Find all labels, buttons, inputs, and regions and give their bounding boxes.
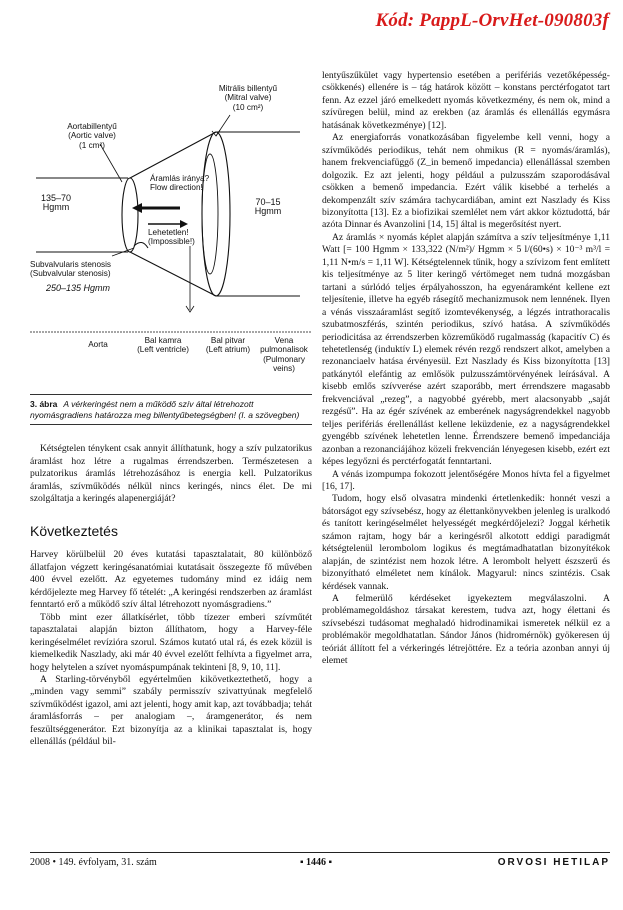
caption-rule (30, 424, 312, 425)
caption-text: A vérkeringést nem a működő szív által létrehozott nyomásgradiens határozza meg billentyűbetegségben! (I. a szövegben) (30, 399, 300, 420)
paragraph: lentyűszűkület vagy hypertensio esetében a perifériás vezetőképesség-csökkenés) ellenére is – tág határok között – konstans perctérfogatot tart fenn. Az ezzel járó emelkedett nyomás következmény, és nem ok, mind a szívüregen belül, mind az erekben (az áramlás és ellenállás egymásra hatásának következménye) [12]. (322, 70, 610, 131)
paragraph: A Starling-törvényből egyértelműen kikövetkeztethető, hogy a „minden vagy semmi” szabály permisszív szivattyúnak megfelelő szívműködést igazol, ami azt jelenti, hogy amit kap, azt továbbadja; tehát áramlásforrás – per analogiam –, áramgenerátor, és nem feszültséggenerátor. Ezt bizonyítja az a klinikai tapasztalat is, hogy ellenállás (például bil- (30, 673, 312, 748)
mitral-valve-label: Mitrális billentyű (Mitral valve) (10 cm²) (218, 84, 278, 112)
paragraph: A felmerülő kérdéseket igyekeztem megválaszolni. A problémamegoldáshoz társakat kerestem, tudva azt, hogy élettani és szívsebészi tudásomat meghaladó hidrodinamikai ismeretek nélkül ez a problémakör megoldhatatlan. Sándor János (hidromérnök) gyökeresen új teóriát állított fel a vérkeringés létrejöttére. Ez a teória azonban annyi új elemet (322, 593, 610, 667)
left-atrium-label: Bal pitvar (Left atrium) (205, 336, 251, 355)
figure-3 (30, 70, 312, 390)
section-heading: Következtetés (30, 523, 118, 540)
atrium-pressure-label: 70–15 Hgmm (254, 197, 282, 217)
impossible-label: Lehetetlen! (Impossible!) (148, 228, 195, 247)
left-ventricle-label: Bal kamra (Left ventricle) (137, 336, 189, 355)
footer-issue: 2008 • 149. évfolyam, 31. szám (30, 857, 157, 868)
figure-caption (30, 399, 312, 420)
page-footer (30, 852, 610, 872)
paragraph: Az energiaforrás vonatkozásában figyelembe kell venni, hogy a szívműködés periodikus, tehát nem ohmikus (R = nyomás/áramlás), hanem frekvenciafüggő (Z_in bemenő impedancia) ellenállással szemben dolgozik. Ez azt jelenti, hogy például a pulzusszám szaporodásával csökken a bemenő impedancia. Ezért válik kisebbé a terhelés a dekompenzált szív számára tachycardiában, amint ezt Naszlady és Kiss bizonyította [13]. Ez a biofizikai szemlélet nem várt akkor köztudottá, bár azóta Dinnar és Avanzolini [14, 15] által is megerősítést nyert. (322, 132, 610, 231)
paragraph: Harvey körülbelül 20 éves kutatási tapasztalatait, 80 különböző állatfajon végzett keringésanatómiai kutatásait összegezte fő művében 400 évvel ezelőtt. Az egyetemes tudomány mind ez idáig nem kérdőjelezte meg Harvey fő tételét: „A keringési rendszerben az áramlást fenntartó erő a működő szív által létrehozott nyomásgradiens.” (30, 549, 312, 611)
left-column (30, 70, 312, 749)
paragraph: Tudom, hogy első olvasatra mindenki értetlenkedik: honnét veszi a bátorságot egy szívsebész, hogy az élettankönyvekben jelenleg is uralkodó és tanított keringéselmélet helyességét megkérdőjelezi? Joggal kérhetik számon rajtam, hogy bár a keringésről alkotott eddigi paradigmát kétségtelenül lerombolom logikus és megtámadhatatlan bizonyítékok alapján, de szintézist nem hozok létre. A lerombolt helyett észszerű és bizonyítható elméletet nem kínálok. Magyarul: nincs szintézis. Csak kérdések vannak. (322, 493, 610, 592)
figure-rule (30, 394, 312, 395)
caption-label: 3. ábra (30, 399, 58, 409)
document-code-stamp: Kód: PappL-OrvHet-090803f (375, 10, 609, 31)
flow-direction-label: Áramlás iránya? Flow direction! (150, 174, 210, 193)
aorta-pressure-label: 135–70 Hgmm (40, 193, 72, 213)
paragraph: Kétségtelen ténykent csak annyit állíthatunk, hogy a szív pulzatorikus áramlást hoz létre a rugalmas érrendszerben. Természetesen a pulzatorikus áramlás létrehozásához is energia kell. Pulzatorikus áramlás, szívműködés nélkül nincs keringés, nincs élet. De mi szolgáltatja a keringés alapenergiáját? (30, 443, 312, 504)
right-column (322, 70, 610, 668)
stenosis-pressure-label: 250–135 Hgmm (46, 283, 111, 293)
pulmonary-veins-label: Vena pulmonalisok (Pulmonary veins) (260, 336, 308, 374)
paragraph: A vénás izompumpa fokozott jelentőségére Monos hívta fel a figyelmet [16, 17]. (322, 468, 610, 492)
journal-name: ORVOSI HETILAP (497, 857, 610, 868)
stenosis-label: Subvalvularis stenosis (Subvalvular stenosis) (30, 260, 112, 279)
aorta-label: Aorta (88, 340, 108, 349)
paragraph: Az áramlás × nyomás képlet alapján számítva a szív teljesítménye 1,11 Watt [= 100 Hgmm × 133,322 (N/m²)/ Hgmm × 5 l/(60•s) × 10⁻³ m³/l = 1,11 N•m/s = 1,11 W]. Kétségtelennek tűnik, hogy a szívizom fent említett kis teljesítménye az 5 liter keringő vértömeget nem tudná mozgásban tartani a súrlódó teljes érpályahosszon, ha egyenáramként kellene ezt teljesítenie, illetve ha egyéb rásegítő mechanizmusok nem lennének. Ilyen a vénás visszaáramlást segítő izomtevékenység, a légzés intrathoracalis szubatmoszférás, szintén periodikus, szívó hatása. A szívműködés periodicitása az érrendszerben közreműködő rugalmasság (kapacitív C) és tehetetlenség (induktív L) elemek révén rezgő rendszert alkot, amelyben a rezonanciaelv hatása érvényesül. Ezt Naszlady és Kiss bizonyította [13] patkánytól elefántig az emlősök pulzusszámtörvényének leírásával. A kisebb emlős szívverése azért szaporább, mert érrendszere magasabb frekvenciával „rezeg”, a nagyobbé gyérebb, mert alacsonyabb „saját rezgésű”. Ha az égér szívének az emberének nagyságrendekkel nagyobb teljes perifériás érellenállást kellene leküzdenie, ez a nagyságrendekkel gyengébb szívének lehetetlen lenne. Érrendszere bemenő impedanciája azonban a rezonanciájához közeli frekvencián lényegesen kisebb, ezért ezt képes legyőzni és perctérfogatát fenntartani. (322, 231, 610, 468)
paragraph: Több mint ezer állatkísérlet, több tízezer emberi szívműtét tapasztalatai alapján bizton állíthatom, hogy a Harvey-féle keringéselmélet revízióra szorul. Számos kutató utal rá, és ezek közül is kiemelkedik Naszlady, aki már 40 évvel ezelőtt felhívta a figyelmet arra, hogy helytelen a szívet nyomáspumpának tekinteni [8, 9, 10, 11]. (30, 611, 312, 673)
page-number: ▪ 1446 ▪ (300, 857, 333, 868)
aortic-valve-label: Aortabillentyű (Aortic valve) (1 cm²) (67, 122, 117, 150)
